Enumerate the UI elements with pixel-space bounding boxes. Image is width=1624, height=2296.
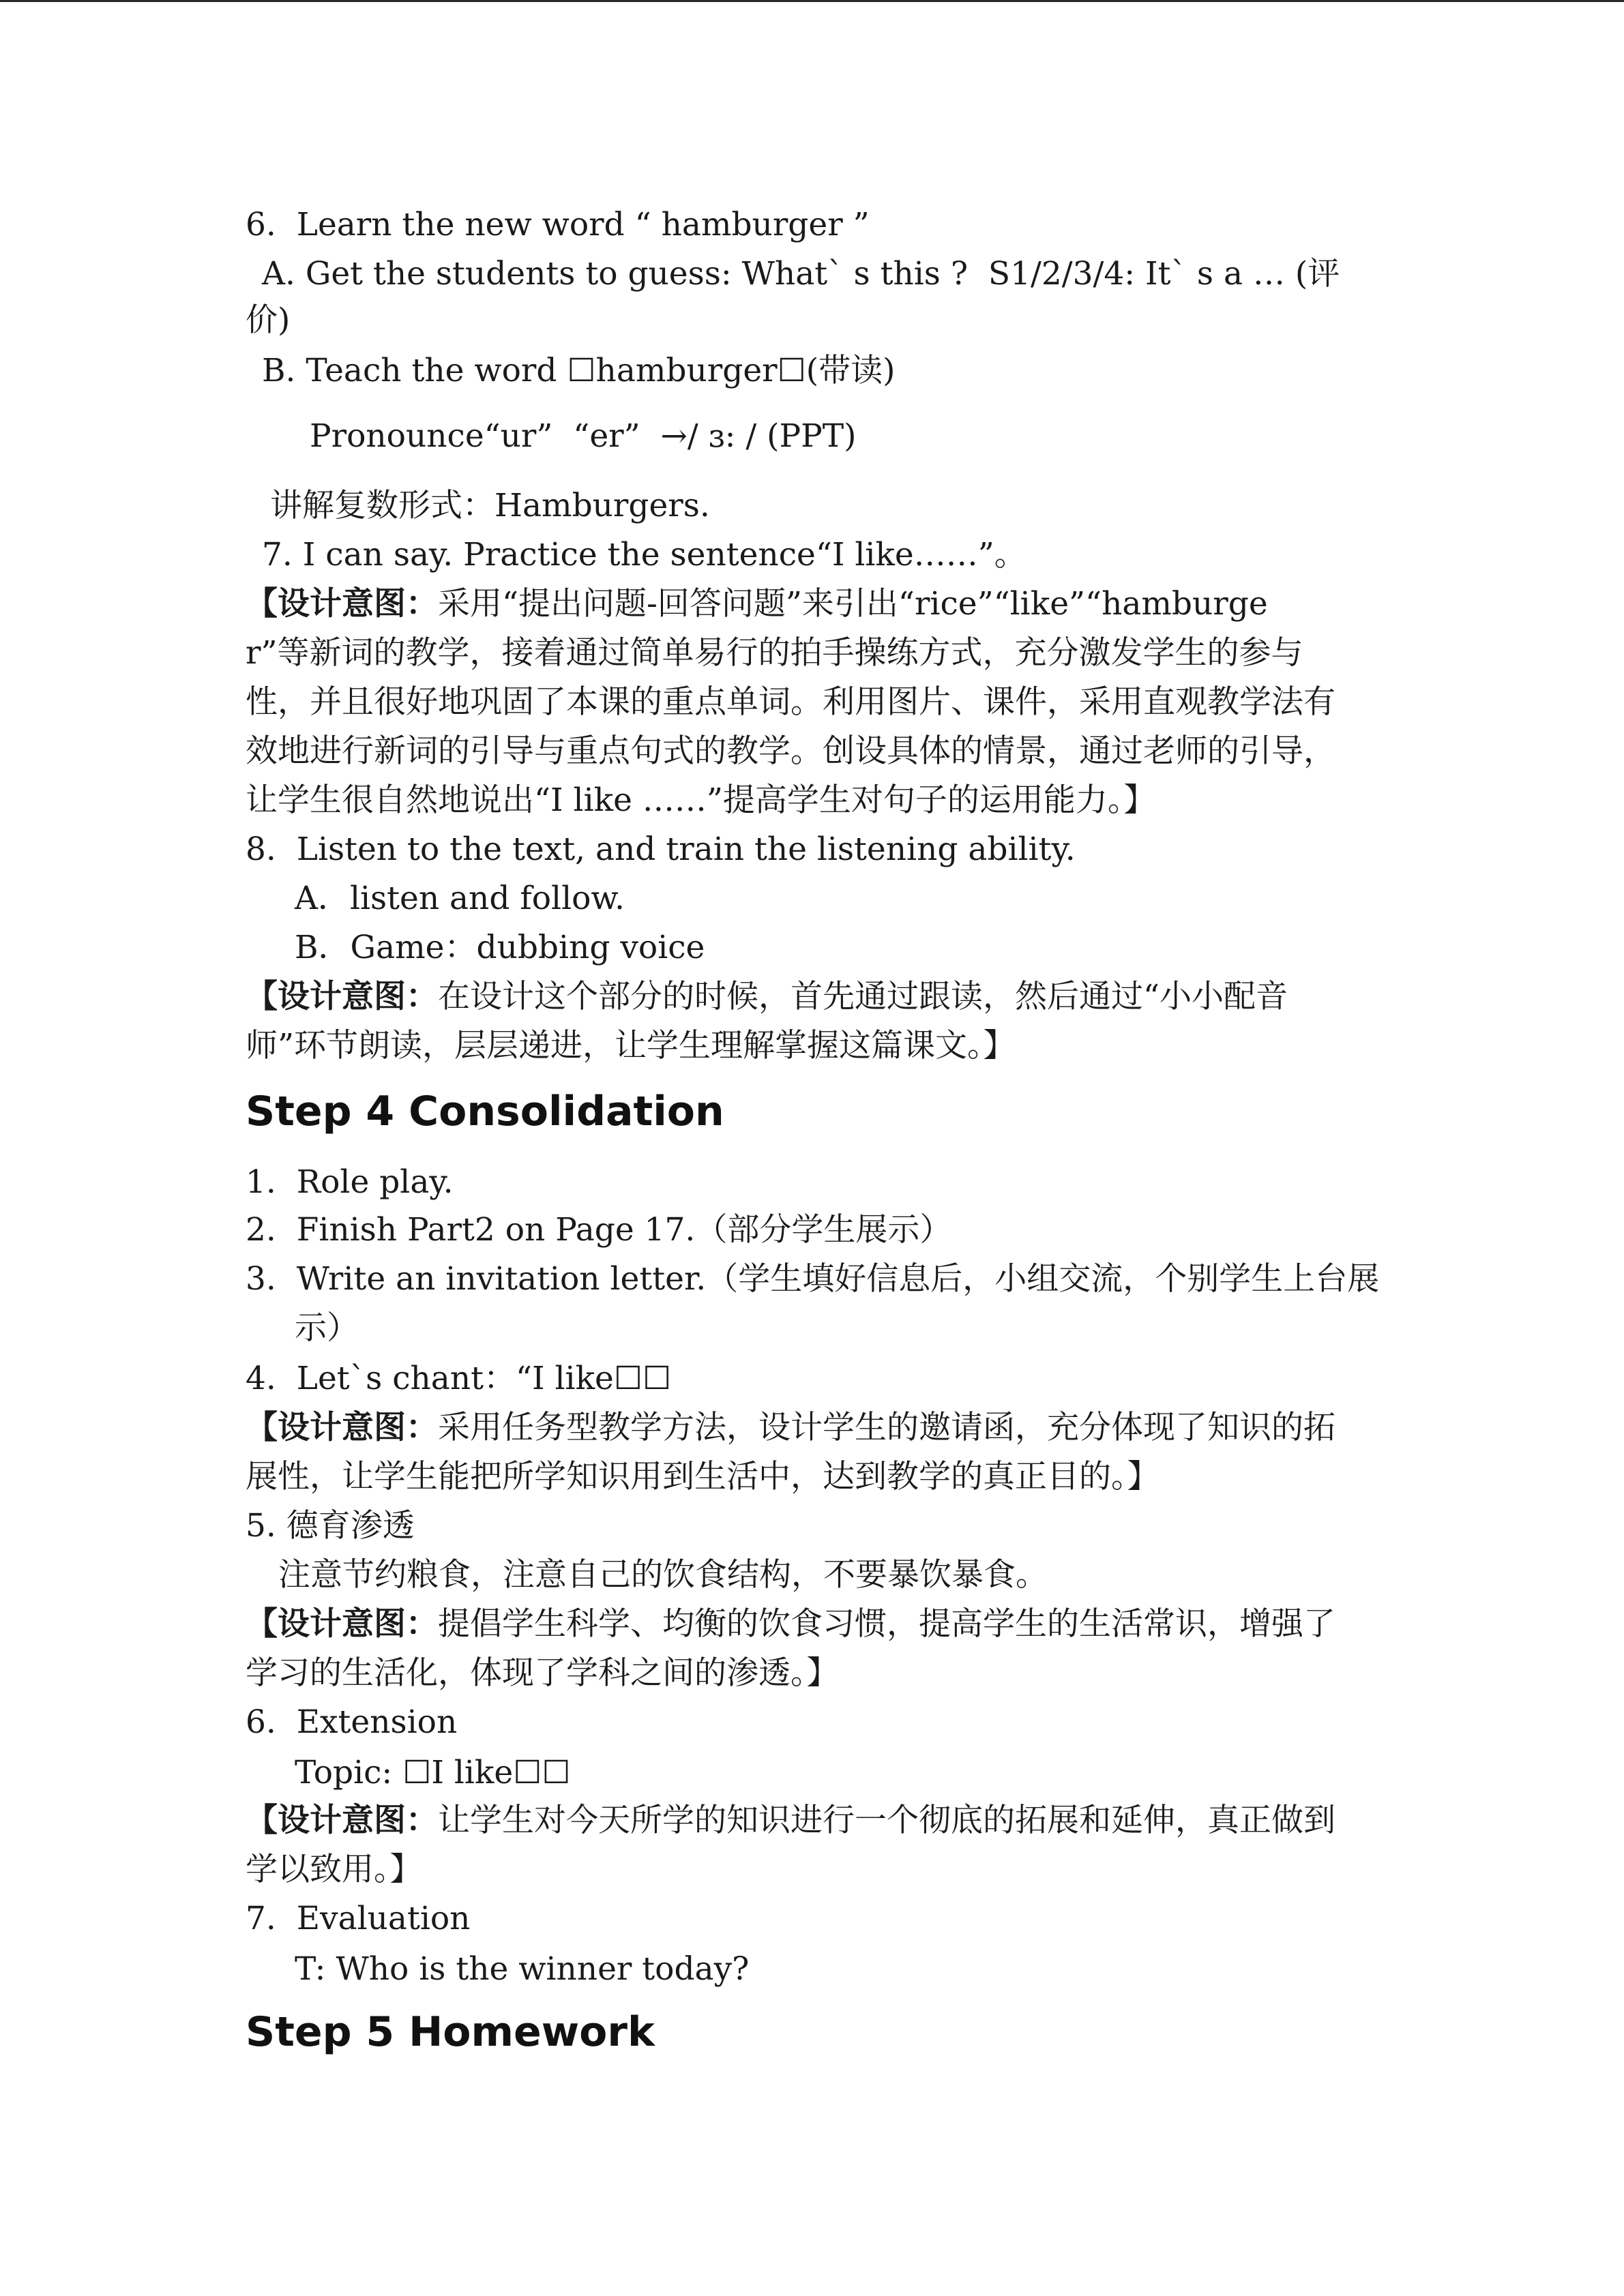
list-item-1	[246, 1162, 454, 1203]
text-line: A. Get the students to guess: What` s this ? S1/2/3/4: It` s a … (评	[262, 255, 1340, 293]
item-number: 7.	[246, 1900, 276, 1937]
page-top-border	[0, 0, 1624, 2]
item-number: 6.	[246, 1703, 276, 1741]
list-item-8	[246, 829, 1076, 870]
sub-item-a: A．listen and follow.	[295, 880, 625, 917]
design-intent-text: 采用任务型教学方法，设计学生的邀请函，充分体现了知识的拓	[438, 1409, 1335, 1446]
text-line: 示）	[295, 1309, 359, 1347]
text-line: 展性，让学生能把所学知识用到生活中，达到教学的真正目的。】	[246, 1458, 1160, 1495]
item-text: Listen to the text, and train the listening ability.	[296, 831, 1076, 868]
item-text: Evaluation	[296, 1900, 471, 1937]
item-number: 6.	[246, 206, 276, 243]
item-text: Role play.	[296, 1163, 454, 1201]
text-line: r”等新词的教学，接着通过简单易行的拍手操练方式，充分激发学生的参与	[246, 634, 1303, 672]
text-line: 效地进行新词的引导与重点句式的教学。创设具体的情景，通过老师的引导，	[246, 732, 1335, 770]
text-line: 师”环节朗读，层层递进，让学生理解掌握这篇课文。】	[246, 1027, 1016, 1064]
item-text: Write an invitation letter.（学生填好信息后，小组交流，个别学生上台展	[296, 1260, 1380, 1298]
design-intent-label: 【设计意图：	[246, 1802, 438, 1839]
text-line: 讲解复数形式：Hamburgers.	[270, 487, 710, 524]
design-intent-label: 【设计意图：	[246, 585, 438, 623]
design-intent-text: 采用“提出问题-回答问题”来引出“rice”“like”“hamburge	[438, 585, 1268, 623]
text-line: Pronounce“ur” “er” →/ ɜ: / (PPT)	[310, 417, 857, 455]
item-text: Finish Part2 on Page 17.（部分学生展示）	[296, 1211, 952, 1249]
text-line: 学以致用。】	[246, 1851, 422, 1888]
item-number: 3.	[246, 1260, 276, 1298]
item-number: 8.	[246, 831, 276, 868]
design-intent-text: 在设计这个部分的时候，首先通过跟读，然后通过“小小配音	[438, 978, 1288, 1015]
text-line: 让学生很自然地说出“I like ……”提高学生对句子的运用能力。】	[246, 781, 1156, 819]
design-intent-label: 【设计意图：	[246, 1605, 438, 1643]
list-item-2	[246, 1210, 951, 1251]
sub-item-b: B．Game：dubbing voice	[295, 929, 705, 966]
item-text: Learn the new word “ hamburger ”	[296, 206, 870, 243]
item-number: 4.	[246, 1360, 276, 1397]
section-heading-step-5: Step 5 Homework	[246, 2008, 655, 2056]
design-intent-line	[246, 1407, 1335, 1448]
design-intent-line	[246, 584, 1268, 625]
list-item-6	[246, 205, 870, 245]
text-line: 价)	[246, 301, 291, 339]
item-number: 1.	[246, 1163, 276, 1201]
list-item-3	[246, 1259, 1379, 1300]
design-intent-text: 提倡学生科学、均衡的饮食习惯，提高学生的生活常识，增强了	[438, 1605, 1335, 1643]
text-line: 注意节约粮食，注意自己的饮食结构，不要暴饮暴食。	[278, 1556, 1048, 1594]
text-line: 性，并且很好地巩固了本课的重点单词。利用图片、课件，采用直观教学法有	[246, 683, 1335, 721]
section-heading-step-4: Step 4 Consolidation	[246, 1088, 724, 1135]
list-item-5: 5. 德育渗透	[246, 1507, 415, 1545]
item-number: 2.	[246, 1211, 276, 1249]
list-item-6-extension	[246, 1702, 457, 1743]
design-intent-line	[246, 976, 1288, 1017]
design-intent-text: 让学生对今天所学的知识进行一个彻底的拓展和延伸，真正做到	[438, 1802, 1335, 1839]
text-line: Topic: ☐I like☐☐	[295, 1754, 571, 1791]
item-text: Let`s chant：“I like☐☐	[296, 1360, 672, 1397]
design-intent-line	[246, 1604, 1335, 1645]
design-intent-label: 【设计意图：	[246, 978, 438, 1015]
list-item-4	[246, 1358, 671, 1399]
text-line: 学习的生活化，体现了学科之间的渗透。】	[246, 1654, 839, 1692]
list-item-7-evaluation	[246, 1898, 470, 1939]
design-intent-label: 【设计意图：	[246, 1409, 438, 1446]
design-intent-line	[246, 1800, 1335, 1841]
list-item-7: 7. I can say. Practice the sentence“I like……”。	[262, 536, 1027, 573]
text-line: T: Who is the winner today?	[295, 1950, 750, 1988]
item-text: Extension	[296, 1703, 458, 1741]
text-line: B. Teach the word ☐hamburger☐(带读)	[262, 352, 896, 389]
